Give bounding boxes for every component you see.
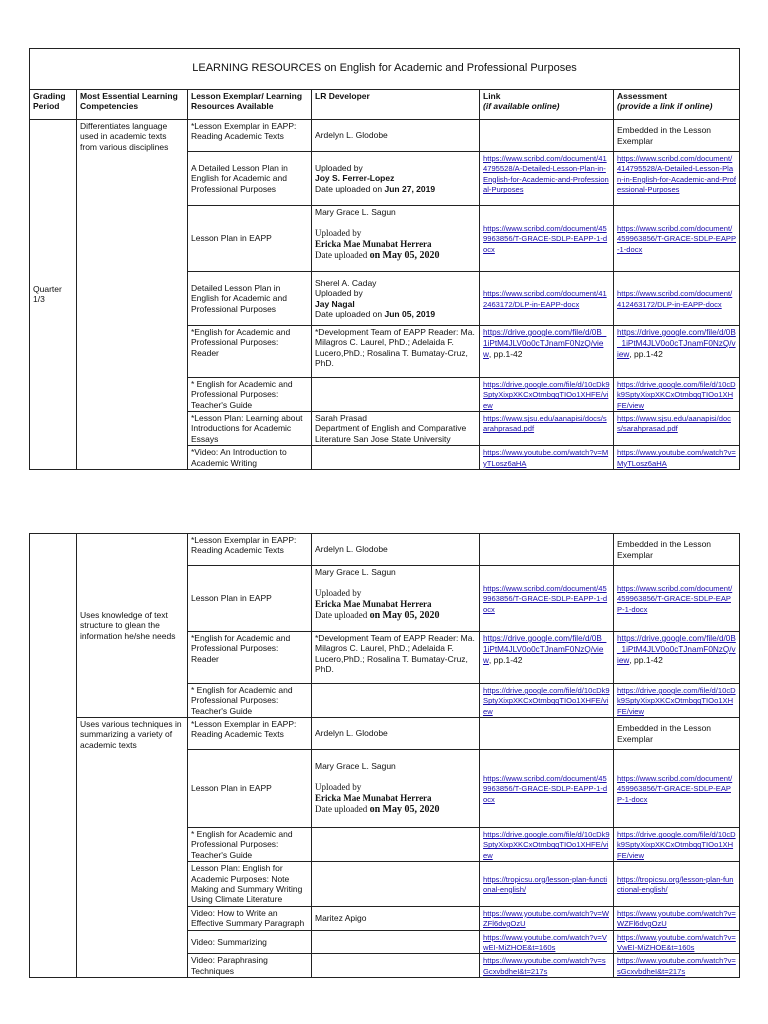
resources-table-1 [29,48,740,470]
exemplar-cell: Video: Paraphrasing Techniques [188,954,312,978]
exemplar-cell: *Lesson Exemplar in EAPP: Reading Academic Texts [188,120,312,152]
drive-link[interactable]: https://drive.google.com/file/d/10cDk9SptyXixpXKCxOtmbqqTIOo1XHFE/view [617,686,736,716]
assessment-cell [614,152,740,206]
link-cell [480,120,614,152]
assessment-cell [614,750,740,828]
table-title: LEARNING RESOURCES on English for Academic and Professional Purposes [30,49,740,90]
assessment-cell [614,862,740,906]
melc-cell: Uses various techniques in summarizing a variety of academic texts [77,718,188,978]
drive-link[interactable]: https://drive.google.com/file/d/0B_1iPtM4JLV0o0cTJnamF0NzQ/view [483,634,607,665]
youtube-link[interactable]: https://www.youtube.com/watch?v=VwEI-MiZHOE&t=160s [483,932,607,952]
exemplar-cell: *Lesson Plan: Learning about Introductions for Academic Essays [188,412,312,446]
exemplar-cell: Lesson Plan: English for Academic Purposes: Note Making and Summary Writing Using Climate Literature [188,862,312,906]
scribd-link[interactable]: https://www.scribd.com/document/412463172/DLP-in-EAPP-docx [617,289,733,309]
drive-link[interactable]: https://drive.google.com/file/d/0B_1iPtM4JLV0o0cTJnamF0NzQ/view [483,328,607,359]
scribd-link[interactable]: https://www.scribd.com/document/459963856/T-GRACE-SDLP-EAPP-1-docx [483,774,608,804]
link-cell [480,412,614,446]
developer-cell [312,930,480,954]
link-cell: https://drive.google.com/file/d/0B_1iPtM4JLV0o0cTJnamF0NzQ/view, pp.1-42 [480,632,614,684]
drive-link[interactable]: https://drive.google.com/file/d/10cDk9SptyXixpXKCxOtmbqqTIOo1XHFE/view [483,830,610,860]
youtube-link[interactable]: https://www.youtube.com/watch?v=VwEI-MiZHOE&t=160s [617,932,736,952]
developer-cell: *Development Team of EAPP Reader: Ma. Milagros C. Laurel, PhD.; Adelaida F. Lucero,PhD.; Rosalina T. Bumatay-Cruz, PhD. [312,326,480,378]
developer-cell: Ardelyn L. Glodobe [312,120,480,152]
exemplar-cell: *Video: An Introduction to Academic Writing [188,446,312,470]
exemplar-cell: * English for Academic and Professional Purposes: Teacher's Guide [188,378,312,412]
exemplar-cell: Detailed Lesson Plan in English for Academic and Professional Purposes [188,272,312,326]
link-cell [480,446,614,470]
header-grading-period: Grading Period [30,90,77,120]
developer-cell [312,378,480,412]
tropicsu-link[interactable]: https://tropicsu.org/lesson-plan-functional-english/ [617,874,734,894]
developer-cell: Ardelyn L. Glodobe [312,718,480,750]
link-cell [480,378,614,412]
youtube-link[interactable]: https://www.youtube.com/watch?v=MyTLosz6aHA [483,448,609,468]
link-cell [480,862,614,906]
melc-cell: Uses knowledge of text structure to glean the information he/she needs [77,534,188,718]
resources-table-2 [29,533,740,978]
exemplar-cell: *Lesson Exemplar in EAPP: Reading Academic Texts [188,534,312,566]
assessment-cell: https://drive.google.com/file/d/0B_1iPtM4JLV0o0cTJnamF0NzQ/view, pp.1-42 [614,326,740,378]
exemplar-cell: Video: How to Write an Effective Summary Paragraph [188,906,312,930]
developer-cell: Mary Grace L. Sagun Uploaded by Ericka Mae Munabat Herrera Date uploaded on May 05, 2020 [312,566,480,632]
link-cell [480,750,614,828]
link-cell [480,206,614,272]
link-cell [480,152,614,206]
link-cell [480,954,614,978]
melc-cell: Differentiates language used in academic texts from various disciplines [77,120,188,470]
assessment-cell: https://drive.google.com/file/d/0B_1iPtM4JLV0o0cTJnamF0NzQ/view, pp.1-42 [614,632,740,684]
sjsu-link[interactable]: https://www.sjsu.edu/aanapisi/docs/sarahprasad.pdf [483,414,607,434]
developer-cell [312,862,480,906]
header-assessment: Assessment (provide a link if online) [614,90,740,120]
assessment-cell: Embedded in the Lesson Exemplar [614,534,740,566]
assessment-cell [614,906,740,930]
drive-link[interactable]: https://drive.google.com/file/d/10cDk9SptyXixpXKCxOtmbqqTIOo1XHFE/view [483,686,610,716]
assessment-cell: Embedded in the Lesson Exemplar [614,120,740,152]
developer-cell [312,684,480,718]
quarter-cell: Quarter 1/3 [30,120,77,470]
scribd-link[interactable]: https://www.scribd.com/document/459963856/T-GRACE-SDLP-EAPP-1-docx [483,583,608,614]
scribd-link[interactable]: https://www.scribd.com/document/414795528/A-Detailed-Lesson-Plan-in-English-for-Academic-and-Professional-Purposes [483,154,609,195]
scribd-link[interactable]: https://www.scribd.com/document/412463172/DLP-in-EAPP-docx [483,289,607,309]
header-exemplar: Lesson Exemplar/ Learning Resources Available [188,90,312,120]
exemplar-cell: Lesson Plan in EAPP [188,206,312,272]
drive-link[interactable]: https://drive.google.com/file/d/0B_1iPtM4JLV0o0cTJnamF0NzQ/view [617,328,736,359]
assessment-cell [614,954,740,978]
developer-cell: Maritez Apigo [312,906,480,930]
header-link: Link (if available online) [480,90,614,120]
quarter-cell [30,534,77,978]
youtube-link[interactable]: https://www.youtube.com/watch?v=sGcxvbdheI&t=217s [483,956,606,976]
scribd-link[interactable]: https://www.scribd.com/document/459963856/T-GRACE-SDLP-EAPP-1-docx [617,583,733,614]
assessment-cell [614,378,740,412]
assessment-cell [614,930,740,954]
exemplar-cell: *English for Academic and Professional Purposes: Reader [188,632,312,684]
assessment-cell [614,566,740,632]
developer-cell: Sarah Prasad Department of English and Comparative Literature San Jose State University [312,412,480,446]
assessment-cell [614,412,740,446]
developer-cell: Sherel A. Caday Uploaded by Jay Nagal Date uploaded on Jun 05, 2019 [312,272,480,326]
link-cell [480,930,614,954]
developer-cell: Mary Grace L. Sagun Uploaded by Ericka Mae Munabat Herrera Date uploaded on May 05, 2020 [312,750,480,828]
link-cell [480,718,614,750]
link-cell [480,272,614,326]
assessment-cell: Embedded in the Lesson Exemplar [614,718,740,750]
link-cell [480,906,614,930]
link-cell: https://drive.google.com/file/d/0B_1iPtM4JLV0o0cTJnamF0NzQ/view, pp.1-42 [480,326,614,378]
exemplar-cell: * English for Academic and Professional Purposes: Teacher's Guide [188,828,312,862]
link-cell [480,828,614,862]
assessment-cell [614,272,740,326]
drive-link[interactable]: https://drive.google.com/file/d/10cDk9SptyXixpXKCxOtmbqqTIOo1XHFE/view [617,830,736,860]
developer-cell: Uploaded by Joy S. Ferrer-Lopez Date uploaded on Jun 27, 2019 [312,152,480,206]
header-lr-developer: LR Developer [312,90,480,120]
developer-cell: *Development Team of EAPP Reader: Ma. Milagros C. Laurel, PhD.; Adelaida F. Lucero,PhD.; Rosalina T. Bumatay-Cruz, PhD. [312,632,480,684]
link-cell [480,534,614,566]
exemplar-cell: *English for Academic and Professional Purposes: Reader [188,326,312,378]
tropicsu-link[interactable]: https://tropicsu.org/lesson-plan-functional-english/ [483,874,608,894]
exemplar-cell: * English for Academic and Professional Purposes: Teacher's Guide [188,684,312,718]
developer-cell [312,954,480,978]
developer-cell [312,828,480,862]
exemplar-cell: A Detailed Lesson Plan in English for Academic and Professional Purposes [188,152,312,206]
scribd-link[interactable]: https://www.scribd.com/document/459963856/T-GRACE-SDLP-EAPP-1-docx [617,223,737,254]
exemplar-cell: Lesson Plan in EAPP [188,566,312,632]
header-melc: Most Essential Learning Competencies [77,90,188,120]
assessment-cell [614,206,740,272]
developer-cell [312,446,480,470]
scribd-link[interactable]: https://www.scribd.com/document/459963856/T-GRACE-SDLP-EAPP-1-docx [617,774,733,804]
exemplar-cell: *Lesson Exemplar in EAPP: Reading Academic Texts [188,718,312,750]
exemplar-cell: Video: Summarizing [188,930,312,954]
developer-cell: Mary Grace L. Sagun Uploaded by Ericka Mae Munabat Herrera Date uploaded on May 05, 2020 [312,206,480,272]
drive-link[interactable]: https://drive.google.com/file/d/10cDk9SptyXixpXKCxOtmbqqTIOo1XHFE/view [483,380,610,410]
youtube-link[interactable]: https://www.youtube.com/watch?v=WZFl6dvgOzU [617,908,736,928]
link-cell [480,684,614,718]
youtube-link[interactable]: https://www.youtube.com/watch?v=WZFl6dvgOzU [483,908,609,928]
sjsu-link[interactable]: https://www.sjsu.edu/aanapisi/docs/sarahprasad.pdf [617,414,731,434]
drive-link[interactable]: https://drive.google.com/file/d/10cDk9SptyXixpXKCxOtmbqqTIOo1XHFE/view [617,380,736,410]
scribd-link[interactable]: https://www.scribd.com/document/459963856/T-GRACE-SDLP-EAPP-1-docx [483,223,608,254]
assessment-cell [614,828,740,862]
youtube-link[interactable]: https://www.youtube.com/watch?v=MyTLosz6aHA [617,448,736,468]
scribd-link[interactable]: https://www.scribd.com/document/414795528/A-Detailed-Lesson-Plan-in-English-for-Academic-and-Professional-Purposes [617,154,737,195]
exemplar-cell: Lesson Plan in EAPP [188,750,312,828]
assessment-cell [614,684,740,718]
link-cell [480,566,614,632]
youtube-link[interactable]: https://www.youtube.com/watch?v=sGcxvbdheI&t=217s [617,956,736,976]
assessment-cell [614,446,740,470]
developer-cell: Ardelyn L. Glodobe [312,534,480,566]
drive-link[interactable]: https://drive.google.com/file/d/0B_1iPtM4JLV0o0cTJnamF0NzQ/view [617,634,736,665]
